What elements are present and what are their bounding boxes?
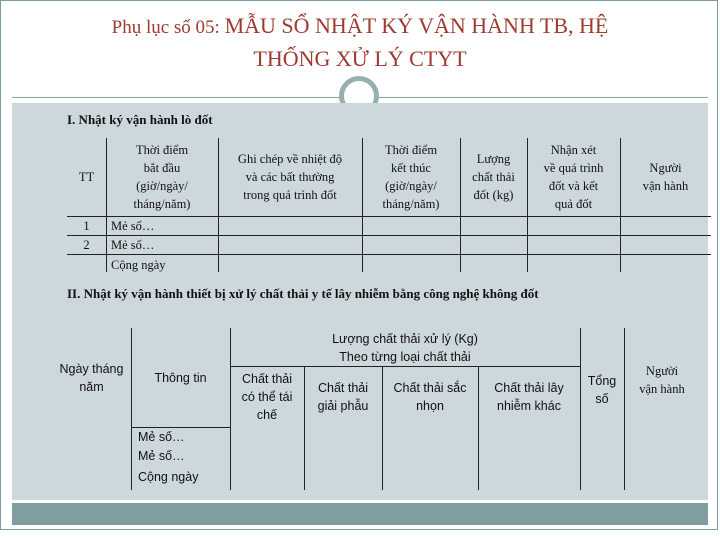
- header-start-time: Thời điểm bắt đầu (giờ/ngày/ tháng/năm): [133, 143, 191, 211]
- table-row-tt: 2: [83, 237, 90, 252]
- header-other-infectious-waste: Chất thải lây nhiễm khác: [494, 381, 564, 413]
- table-row-label: Mẻ số…: [138, 430, 185, 444]
- page-title: [20, 10, 700, 74]
- table-row-label: Mẻ số…: [138, 449, 185, 463]
- total-row-label: Cộng ngày: [111, 257, 166, 272]
- table-row-label: Mẻ số…: [111, 237, 155, 252]
- table-row-label: Mẻ số…: [111, 218, 155, 233]
- table-row-tt: 1: [83, 218, 90, 233]
- header-assessment: Nhận xét về quá trình đốt và kết quả đốt: [543, 143, 604, 211]
- header-date: Ngày tháng năm: [59, 362, 124, 394]
- section2-heading: II. Nhật ký vận hành thiết bị xử lý chất thải y tế lây nhiễm bằng công nghệ không đốt: [67, 286, 539, 301]
- header-temperature-notes: Ghi chép về nhiệt độ và các bất thường trong quá trình đốt: [237, 152, 343, 202]
- total-row-label: Cộng ngày: [138, 470, 199, 484]
- title-line1: MẪU SỔ NHẬT KÝ VẬN HÀNH TB, HỆ: [224, 13, 609, 38]
- header-waste-amount: Lượng chất thải đốt (kg): [472, 152, 515, 202]
- title-line2: THỐNG XỬ LÝ CTYT: [253, 46, 467, 71]
- header-operator: Người vận hành: [642, 161, 689, 193]
- section1-heading: I. Nhật ký vận hành lò đốt: [67, 112, 213, 127]
- header-recyclable-waste: Chất thải có thể tái chế: [241, 372, 293, 422]
- header-waste-group: Lượng chất thải xử lý (Kg) Theo từng loại chất thải: [332, 332, 478, 364]
- header-end-time: Thời điểm kết thúc (giờ/ngày/ tháng/năm): [382, 143, 440, 211]
- header-total: Tổng số: [587, 374, 617, 406]
- footer-bar: [12, 503, 708, 525]
- title-prefix: Phụ lục số 05:: [111, 17, 225, 38]
- header-pathological-waste: Chất thải giải phẫu: [317, 381, 369, 413]
- header-tt: TT: [78, 170, 95, 184]
- header-sharp-waste: Chất thải sắc nhọn: [393, 381, 467, 413]
- header-info: Thông tin: [154, 371, 207, 385]
- header-operator: Người vận hành: [639, 364, 685, 396]
